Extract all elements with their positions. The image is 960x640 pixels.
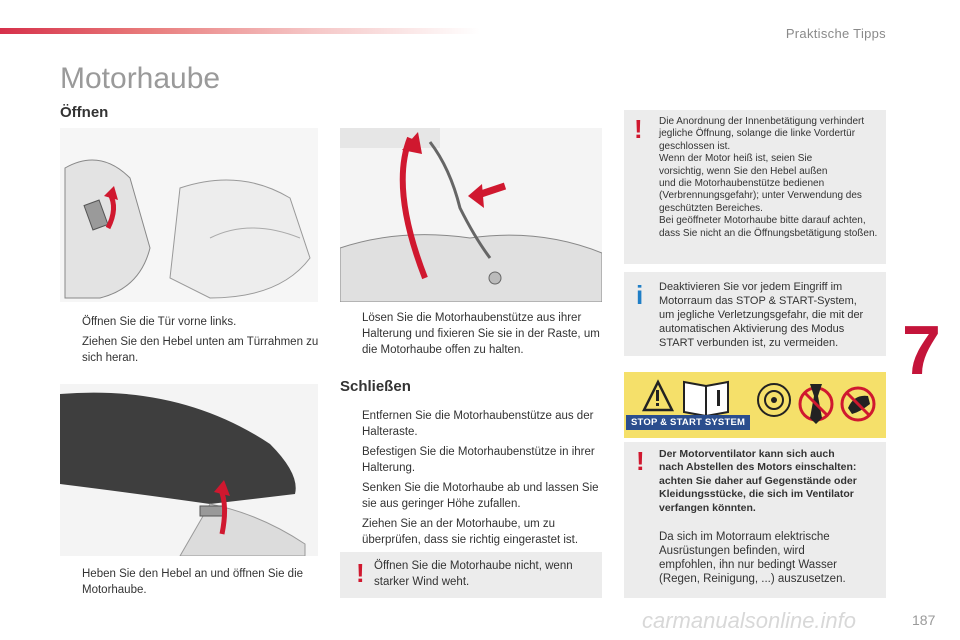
section-label: Praktische Tipps [785, 26, 886, 41]
interior-lever-illustration [60, 128, 318, 302]
page-number: 187 [912, 612, 936, 628]
no-hand-icon [842, 388, 874, 420]
list-item: Befestigen Sie die Motorhaubenstütze in ihrer Halterung. [362, 446, 595, 474]
stop-start-system-label: STOP & START SYSTEM [626, 415, 750, 430]
open-steps-bottom [60, 566, 322, 602]
exterior-lever-illustration [60, 384, 318, 556]
fan-warning-text: Da sich im Motorraum elektrische Ausrüstungen befinden, wird empfohlen, ihn nur bedingt Wasser (Regen, Reinigung, ...) auszusetzen. [659, 531, 846, 585]
close-steps [340, 408, 602, 552]
warning-icon: ! [636, 446, 645, 476]
hood-prop-illustration [340, 128, 602, 302]
fan-warning-bold-text: Der Motorventilator kann sich auch nach Abstellen des Motors einschalten: achten Sie daher auf Gegenstände oder Kleidungsstücke, die sich im Ventilator verfangen könnten. [659, 448, 857, 514]
warning-icon: ! [634, 114, 643, 144]
header-accent-bar [0, 28, 480, 34]
list-item: Lösen Sie die Motorhaubenstütze aus ihrer Halterung und fixieren Sie sie in der Raste, um die Motorhaube offen zu halten. [362, 312, 600, 356]
list-item: Ziehen Sie an der Motorhaube, um zu überprüfen, dass sie richtig eingerastet ist. [362, 518, 579, 546]
stop-start-info-box [624, 272, 886, 356]
stop-start-info-text: Deaktivieren Sie vor jedem Eingriff im Motorraum das STOP & START-System, um jegliche Verletzungsgefahr, die mit der automatischen Aktivierung des Modus START verbunden ist, zu vermeiden. [659, 281, 864, 349]
list-item: Öffnen Sie die Tür vorne links. [82, 316, 237, 328]
wind-warning-text: Öffnen Sie die Motorhaube nicht, wenn starker Wind weht. [374, 560, 573, 588]
list-item: Entfernen Sie die Motorhaubenstütze aus der Halteraste. [362, 410, 594, 438]
heading-close: Schließen [340, 378, 411, 395]
fan-belt-icon [758, 384, 790, 416]
warning-icon: ! [356, 558, 365, 588]
heading-open: Öffnen [60, 104, 109, 121]
list-item: Ziehen Sie den Hebel unten am Türrahmen zu sich heran. [82, 336, 319, 364]
manual-book-icon [684, 382, 728, 416]
lever-warning-box [624, 110, 886, 264]
chapter-number: 7 [902, 311, 941, 389]
open-steps-middle [340, 310, 602, 362]
open-steps-left [60, 314, 322, 370]
fan-warning-box [624, 442, 886, 598]
figure-hood-prop [340, 128, 602, 302]
lever-warning-text: Die Anordnung der Innenbetätigung verhindert jegliche Öffnung, solange die linke Vordertür geschlossen ist. Wenn der Motor heiß ist, seien Sie vorsichtig, wenn Sie den Hebel außen und die Motorhaubenstütze bedienen (Verbrennungsgefahr); unter Verwendung des geschützten Bereiches. Bei geöffneter Motorhaube bitte darauf achten, dass Sie nicht an die Öffnungsbetätigung stoßen. [659, 116, 878, 239]
watermark: carmanualsonline.info [642, 608, 857, 633]
figure-exterior-lever [60, 384, 318, 556]
list-item: Heben Sie den Hebel an und öffnen Sie die Motorhaube. [82, 568, 304, 596]
list-item: Senken Sie die Motorhaube ab und lassen Sie sie aus geringer Höhe zufallen. [362, 482, 599, 510]
no-tie-icon [800, 384, 832, 424]
figure-interior-lever [60, 128, 318, 302]
page-title: Motorhaube [60, 62, 221, 95]
info-icon: i [636, 280, 644, 310]
wind-warning-box [340, 552, 602, 598]
